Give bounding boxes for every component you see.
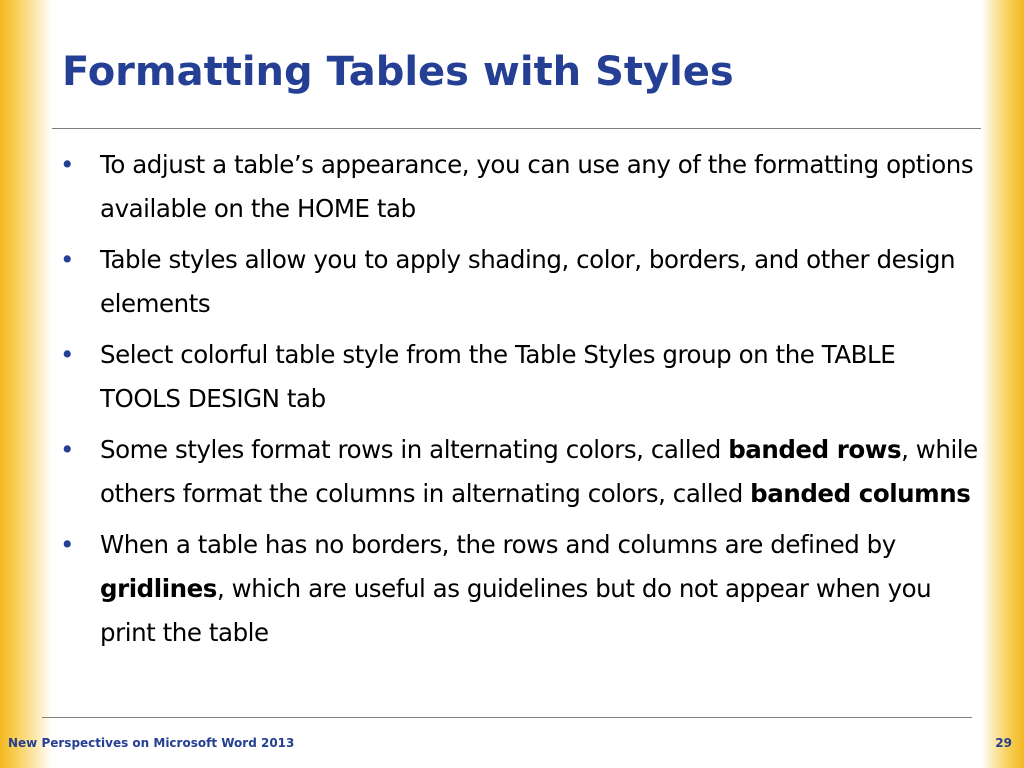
bullet-dot-icon: • — [60, 245, 75, 274]
footer-divider — [42, 717, 972, 718]
bullet-text-run: Table styles allow you to apply shading, color, borders, and other design elements — [100, 245, 956, 318]
bullet-text-run: Some styles format rows in alternating colors, called — [100, 435, 729, 464]
bullet-item — [60, 238, 978, 326]
bullet-text-run: When a table has no borders, the rows and columns are defined by — [100, 530, 896, 559]
right-gold-stripe — [982, 0, 1024, 768]
bold-term-gridlines: gridlines — [100, 574, 217, 603]
bullet-text — [100, 530, 931, 647]
bullet-text — [100, 245, 955, 318]
slide-title: Formatting Tables with Styles — [62, 49, 734, 95]
bold-term-banded-rows: banded rows — [728, 435, 902, 464]
bullet-list — [60, 143, 978, 662]
page-number: 29 — [995, 736, 1012, 750]
left-gold-stripe — [0, 0, 52, 768]
bullet-dot-icon: • — [60, 435, 75, 464]
bullet-item — [60, 428, 978, 516]
bullet-dot-icon: • — [60, 340, 75, 369]
bullet-text — [100, 435, 978, 508]
bullet-item — [60, 333, 978, 421]
bullet-text — [100, 150, 973, 223]
bullet-text-run: , which are useful as guidelines but do not appear when you print the table — [100, 574, 932, 647]
bullet-dot-icon: • — [60, 150, 75, 179]
bullet-text-run: To adjust a table’s appearance, you can use any of the formatting options available on the HOME tab — [100, 150, 974, 223]
bullet-dot-icon: • — [60, 530, 75, 559]
bullet-text — [100, 340, 895, 413]
title-divider — [52, 128, 981, 129]
footer-course-title: New Perspectives on Microsoft Word 2013 — [8, 736, 295, 750]
bold-term-banded-columns: banded columns — [750, 479, 971, 508]
bullet-item — [60, 523, 978, 655]
bullet-text-run: , while others format the columns in alternating colors, called — [100, 435, 978, 508]
bullet-text-run: Select colorful table style from the Table Styles group on the TABLE TOOLS DESIGN tab — [100, 340, 896, 413]
bullet-item — [60, 143, 978, 231]
